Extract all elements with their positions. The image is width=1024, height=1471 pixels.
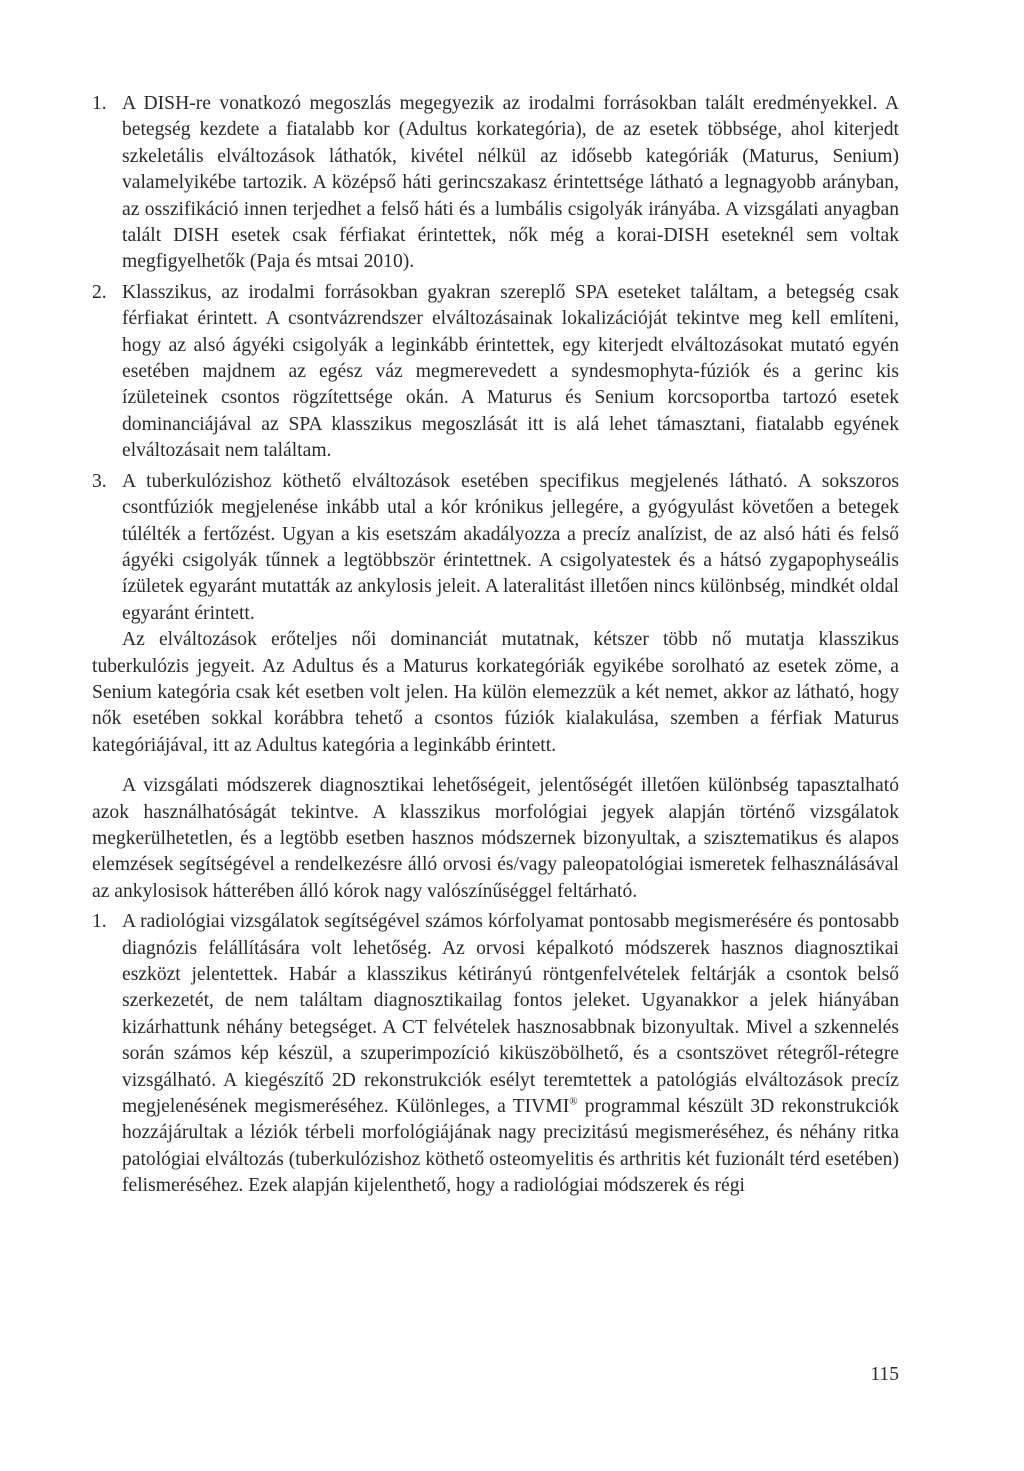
paragraph-methods: A vizsgálati módszerek diagnosztikai lehetőségeit, jelentőségét illetően különbség tapasztalható azok használhatóságát tekintve. A klasszikus morfológiai jegyek alapján történő vizsgálatok megkerülhetetlen, és a legtöbb esetben hasznos módszernek bizonyultak, a szisztematikus és alapos elemzések segítségével a rendelkezésre álló orvosi és/vagy paleopatológiai ismeretek felhasználásával az ankylosisok hátterében álló kórok nagy valószínűséggel feltárható. bbox=[92, 775, 899, 902]
list-number: 3. bbox=[92, 470, 107, 492]
list-number: 1. bbox=[92, 911, 107, 933]
list-text-part: A radiológiai vizsgálatok segítségével számos kórfolyamat pontosabb megismerésére és pontosabb diagnózis felállítására volt lehetőség. Az orvosi képalkotó módszerek hasznos diagnosztikai eszközt jelentettek. Habár a klasszikus kétirányú röntgenfelvételek feltárják a csontok belső szerkezetét, de nem találtam diagnosztikailag fontos jeleket. Ugyanakkor a jelek hiányában kizárhattunk néhány betegséget. A CT felvételek hasznosabbnak bizonyultak. Mivel a szkennelés során számos kép készül, a szuperimpozíció kiküszöbölhető, és a csontszövet rétegről-rétegre vizsgálható. A kiegészítő 2D rekonstrukciók esélyt teremtettek a patológiás elváltozások precíz megjelenésének megismeréséhez. Különleges, a TIVMI bbox=[122, 911, 899, 1118]
list-text-part: programmal készült 3D rekonstrukciók hozzájárultak a léziók térbeli morfológiájának nagy precizitású megismeréséhez, és néhány ritka patológiai elváltozás (tuberkulózishoz köthető osteomyelitis és arthritis két fuzionált térd esetében) felismeréséhez. Ezek alapján kijelenthető, hogy a radiológiai módszerek és régi bbox=[122, 1096, 899, 1197]
list-item-tuberculosis bbox=[92, 469, 899, 627]
page-number: 115 bbox=[870, 1364, 899, 1385]
list-item-radiology bbox=[92, 909, 899, 1199]
list-number: 1. bbox=[92, 93, 107, 114]
list-number: 2. bbox=[92, 281, 107, 303]
list-item-spa bbox=[92, 280, 899, 465]
registered-mark: ® bbox=[569, 1095, 578, 1108]
list-text bbox=[122, 909, 899, 1199]
list-text: A tuberkulózishoz köthető elváltozások esetében specifikus megjelenés látható. A sokszoros csontfúziók megjelenése inkább utal a kór krónikus jellegére, a gyógyulást követően a betegek túlélték a fertőzést. Ugyan a kis esetszám akadályozza a precíz analízist, de az alsó háti és felső ágyéki csigolyák tűnnek a legtöbbször érintettnek. A csigolyatestek és a hátsó zygapophyseális ízületek egyaránt mutatták az ankylosis jeleit. A lateralitást illetően nincs különbség, mindkét oldal egyaránt érintett. bbox=[122, 470, 899, 624]
paragraph-female-dominance: Az elváltozások erőteljes női dominanciát mutatnak, kétszer több nő mutatja klasszikus tuberkulózis jegyeit. Az Adultus és a Maturus korkategóriák egyikébe sorolható az esetek zöme, a Senium kategória csak két esetben volt jelen. Ha külön elemezzük a két nemet, akkor az látható, hogy nők esetében sokkal korábbra tehető a csontos fúziók kialakulása, szemben a férfiak Maturus kategóriájával, itt az Adultus kategória a leginkább érintett. bbox=[92, 629, 899, 756]
list-item-dish bbox=[92, 91, 899, 276]
document-page bbox=[92, 91, 899, 1200]
list-text: Klasszikus, az irodalmi forrásokban gyakran szereplő SPA eseteket találtam, a betegség csak férfiakat érintett. A csontvázrendszer elváltozásainak lokalizációját tekintve meg kell említeni, hogy az alsó ágyéki csigolyák a leginkább érintettek, egy kiterjedt elváltozásokat mutató egyén esetében majdnem az egész váz megmerevedett a syndesmophyta-fúziók és a gerinc kis ízületeinek csontos rögzítettsége okán. A Maturus és Senium korcsoportba tartozó esetek dominanciájával az SPA klasszikus megoszlását itt is alá lehet támasztani, fiatalabb egyének elváltozásait nem találtam. bbox=[122, 281, 899, 462]
list-text: A DISH-re vonatkozó megoszlás megegyezik az irodalmi forrásokban talált eredményekkel. A betegség kezdete a fiatalabb kor (Adultus korkategória), de az esetek többsége, ahol kiterjedt szkeletális elváltozások láthatók, kivétel nélkül az idősebb kategóriák (Maturus, Senium) valamelyikébe tartozik. A középső háti gerincszakasz érintettsége látható a legnagyobb arányban, az osszifikáció innen terjedhet a felső háti és a lumbális csigolyák irányába. A vizsgálati anyagban talált DISH esetek csak férfiakat érintettek, nők még a korai-DISH eseteknél sem voltak megfigyelhetők (Paja és mtsai 2010). bbox=[122, 93, 899, 273]
